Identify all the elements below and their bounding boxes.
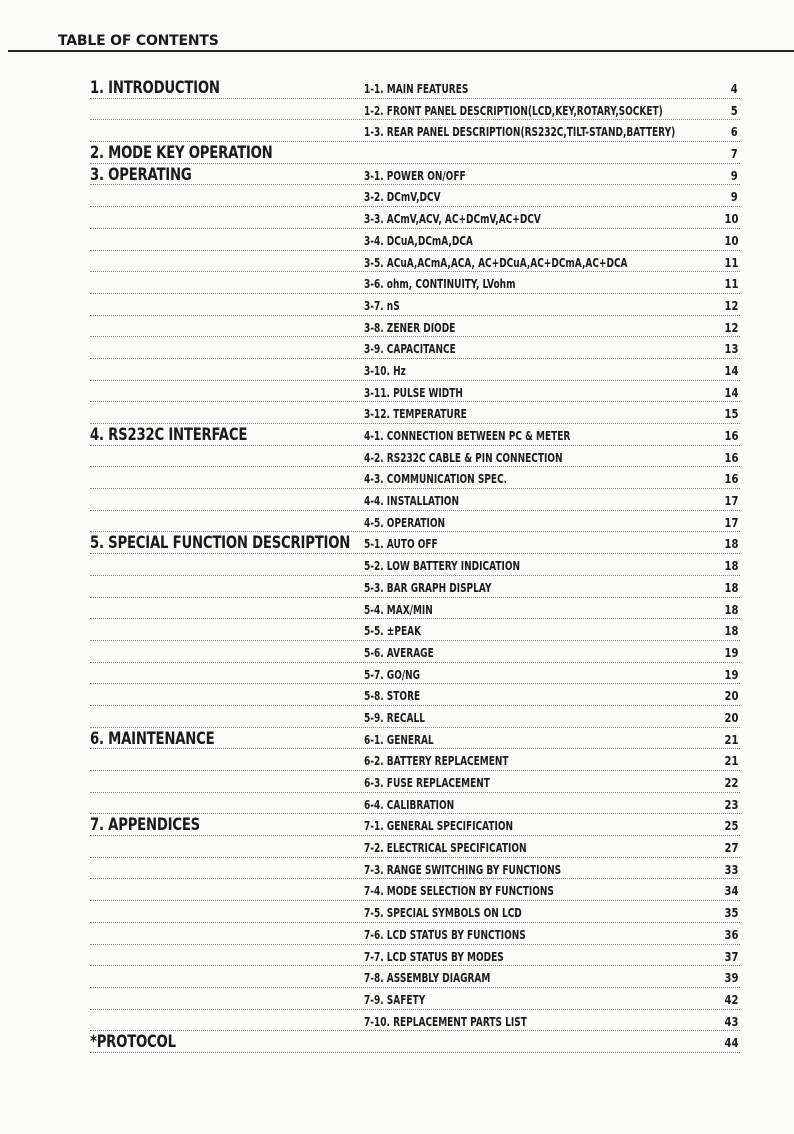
toc-row xyxy=(90,771,740,793)
toc-row xyxy=(90,316,740,338)
toc-row xyxy=(90,988,740,1010)
section-title: 3-6. ohm, CONTINUITY, LVohm xyxy=(364,276,516,292)
toc-row xyxy=(90,446,740,468)
section-title: 3-4. DCuA,DCmA,DCA xyxy=(364,232,473,248)
section-title: 4-2. RS232C CABLE & PIN CONNECTION xyxy=(364,449,563,465)
toc-row xyxy=(90,402,740,424)
page-number: 18 xyxy=(724,536,738,552)
section-title: 4-3. COMMUNICATION SPEC. xyxy=(364,471,508,487)
section-title: 7-10. REPLACEMENT PARTS LIST xyxy=(364,1013,527,1029)
section-title: 7-6. LCD STATUS BY FUNCTIONS xyxy=(364,926,526,942)
chapter-heading: 3. OPERATING xyxy=(90,164,192,185)
toc-row xyxy=(90,207,740,229)
toc-row xyxy=(90,99,740,121)
toc-row xyxy=(90,229,740,251)
section-title: 3-11. PULSE WIDTH xyxy=(364,384,463,400)
toc-row xyxy=(90,272,740,294)
page-number: 21 xyxy=(724,753,738,769)
section-title: 5-8. STORE xyxy=(364,688,421,704)
section-title: 7-4. MODE SELECTION BY FUNCTIONS xyxy=(364,883,554,899)
page-number: 16 xyxy=(724,471,738,487)
section-title: 3-12. TEMPERATURE xyxy=(364,406,467,422)
toc-row xyxy=(90,836,740,858)
page-number: 11 xyxy=(724,276,738,292)
section-title: 4-4. INSTALLATION xyxy=(364,493,459,509)
table-of-contents xyxy=(90,77,740,1053)
toc-row xyxy=(90,120,740,142)
section-title: 5-2. LOW BATTERY INDICATION xyxy=(364,558,521,574)
toc-row xyxy=(90,359,740,381)
page-number: 10 xyxy=(724,232,738,248)
page-number: 12 xyxy=(724,297,738,313)
page-number: 21 xyxy=(724,731,738,747)
section-title: 3-8. ZENER DIODE xyxy=(364,319,456,335)
page-number: 10 xyxy=(724,211,738,227)
page-number: 44 xyxy=(724,1035,738,1051)
section-title: 5-7. GO/NG xyxy=(364,666,421,682)
page-number: 9 xyxy=(731,167,738,183)
page-number: 16 xyxy=(724,428,738,443)
page-number: 27 xyxy=(724,840,738,856)
page-number: 19 xyxy=(724,644,738,660)
toc-row xyxy=(90,749,740,771)
section-title: 1-2. FRONT PANEL DESCRIPTION(LCD,KEY,ROTARY,SOCKET) xyxy=(364,102,663,118)
section-title: 5-6. AVERAGE xyxy=(364,644,434,660)
toc-row xyxy=(90,901,740,923)
section-title: 3-2. DCmV,DCV xyxy=(364,189,441,205)
toc-row xyxy=(90,1010,740,1032)
page-number: 22 xyxy=(724,775,738,790)
toc-row xyxy=(90,77,740,99)
section-title: 6-3. FUSE REPLACEMENT xyxy=(364,775,490,790)
section-title: 3-5. ACuA,ACmA,ACA, AC+DCuA,AC+DCmA,AC+DCA xyxy=(364,254,628,270)
section-title: 7-2. ELECTRICAL SPECIFICATION xyxy=(364,840,527,856)
toc-row xyxy=(90,814,740,836)
section-title: 5-1. AUTO OFF xyxy=(364,536,438,552)
header-rule xyxy=(8,50,794,52)
toc-row xyxy=(90,641,740,663)
page-number: 34 xyxy=(724,883,738,899)
section-title: 3-1. POWER ON/OFF xyxy=(364,167,466,183)
toc-row xyxy=(90,663,740,685)
section-title: 3-3. ACmV,ACV, AC+DCmV,AC+DCV xyxy=(364,211,541,227)
page-number: 16 xyxy=(724,449,738,465)
page-number: 6 xyxy=(731,124,738,140)
toc-row xyxy=(90,424,740,446)
chapter-heading: 5. SPECIAL FUNCTION DESCRIPTION xyxy=(90,533,351,554)
section-title: 7-3. RANGE SWITCHING BY FUNCTIONS xyxy=(364,861,562,877)
page-number: 35 xyxy=(724,905,738,921)
page-number: 43 xyxy=(724,1013,738,1029)
page-number: 18 xyxy=(724,601,738,617)
page-number: 17 xyxy=(724,493,738,509)
section-title: 6-4. CALIBRATION xyxy=(364,796,455,812)
page-number: 23 xyxy=(724,796,738,812)
page-number: 18 xyxy=(724,579,738,595)
toc-row xyxy=(90,489,740,511)
page-number: 17 xyxy=(724,514,738,530)
page-number: 14 xyxy=(724,384,738,400)
section-title: 3-10. Hz xyxy=(364,362,406,378)
page-number: 19 xyxy=(724,666,738,682)
page-number: 11 xyxy=(724,254,738,270)
section-title: 7-5. SPECIAL SYMBOLS ON LCD xyxy=(364,905,522,921)
section-title: 6-2. BATTERY REPLACEMENT xyxy=(364,753,509,769)
toc-row xyxy=(90,576,740,598)
section-title: 7-1. GENERAL SPECIFICATION xyxy=(364,818,514,834)
page-number: 37 xyxy=(724,948,738,964)
page-number: 4 xyxy=(731,81,738,96)
section-title: 5-3. BAR GRAPH DISPLAY xyxy=(364,579,492,595)
chapter-heading: 7. APPENDICES xyxy=(90,815,200,836)
toc-row xyxy=(90,879,740,901)
toc-row xyxy=(90,337,740,359)
chapter-heading: 4. RS232C INTERFACE xyxy=(90,425,248,445)
page-number: 20 xyxy=(724,688,738,704)
section-title: 1-1. MAIN FEATURES xyxy=(364,81,469,96)
toc-row xyxy=(90,619,740,641)
page-title: TABLE OF CONTENTS xyxy=(58,33,219,49)
section-title: 6-1. GENERAL xyxy=(364,731,434,747)
page-number: 5 xyxy=(731,102,738,118)
section-title: 5-9. RECALL xyxy=(364,709,425,725)
page-number: 14 xyxy=(724,362,738,378)
toc-row xyxy=(90,532,740,554)
page-number: 25 xyxy=(724,818,738,834)
chapter-heading: 1. INTRODUCTION xyxy=(90,78,220,98)
page-number: 13 xyxy=(724,341,738,357)
page-number: 39 xyxy=(724,970,738,986)
page-number: 36 xyxy=(724,926,738,942)
toc-row xyxy=(90,467,740,489)
toc-row xyxy=(90,966,740,988)
section-title: 3-9. CAPACITANCE xyxy=(364,341,456,357)
page-number: 18 xyxy=(724,623,738,639)
page-number: 7 xyxy=(731,146,738,162)
page-number: 15 xyxy=(724,406,738,422)
toc-row xyxy=(90,945,740,967)
section-title: 5-5. ±PEAK xyxy=(364,623,422,639)
toc-row xyxy=(90,294,740,316)
toc-row xyxy=(90,684,740,706)
toc-row xyxy=(90,1031,740,1053)
page-number: 12 xyxy=(724,319,738,335)
page-number: 18 xyxy=(724,558,738,574)
toc-row xyxy=(90,706,740,728)
section-title: 4-1. CONNECTION BETWEEN PC & METER xyxy=(364,428,571,443)
toc-row xyxy=(90,511,740,533)
toc-row xyxy=(90,858,740,880)
toc-row xyxy=(90,142,740,164)
toc-row xyxy=(90,728,740,750)
chapter-heading: *PROTOCOL xyxy=(90,1032,176,1053)
toc-row xyxy=(90,598,740,620)
toc-row xyxy=(90,923,740,945)
toc-row xyxy=(90,164,740,186)
section-title: 7-9. SAFETY xyxy=(364,991,426,1007)
page-number: 33 xyxy=(724,861,738,877)
section-title: 4-5. OPERATION xyxy=(364,514,446,530)
toc-row xyxy=(90,554,740,576)
toc-row xyxy=(90,381,740,403)
chapter-heading: 2. MODE KEY OPERATION xyxy=(90,143,273,164)
page-number: 42 xyxy=(724,991,738,1007)
page-number: 20 xyxy=(724,709,738,725)
toc-row xyxy=(90,793,740,815)
toc-row xyxy=(90,185,740,207)
toc-row xyxy=(90,251,740,273)
section-title: 1-3. REAR PANEL DESCRIPTION(RS232C,TILT-STAND,BATTERY) xyxy=(364,124,676,140)
section-title: 7-7. LCD STATUS BY MODES xyxy=(364,948,504,964)
chapter-heading: 6. MAINTENANCE xyxy=(90,728,215,749)
section-title: 5-4. MAX/MIN xyxy=(364,601,433,617)
page-number: 9 xyxy=(731,189,738,205)
section-title: 3-7. nS xyxy=(364,297,400,313)
section-title: 7-8. ASSEMBLY DIAGRAM xyxy=(364,970,491,986)
